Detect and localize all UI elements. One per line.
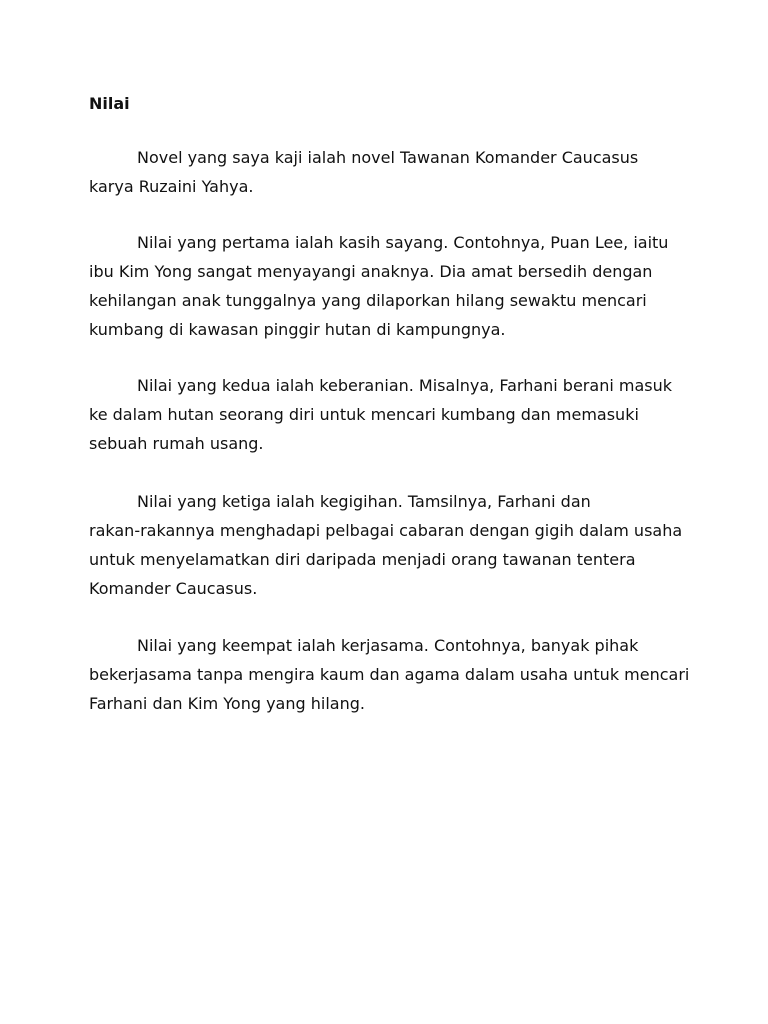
paragraph-1 xyxy=(89,148,709,206)
paragraph-line: Nilai yang ketiga ialah kegigihan. Tamsilnya, Farhani dan xyxy=(137,492,591,511)
paragraph-line: Nilai yang pertama ialah kasih sayang. Contohnya, Puan Lee, iaitu xyxy=(137,233,669,252)
paragraph-line: karya Ruzaini Yahya. xyxy=(89,177,254,196)
paragraph-line: untuk menyelamatkan diri daripada menjadi orang tawanan tentera xyxy=(89,550,636,569)
paragraph-line: Komander Caucasus. xyxy=(89,579,258,598)
paragraph-line: ke dalam hutan seorang diri untuk mencari kumbang dan memasuki xyxy=(89,405,639,424)
paragraph-line: bekerjasama tanpa mengira kaum dan agama dalam usaha untuk mencari xyxy=(89,665,690,684)
paragraph-3 xyxy=(89,376,709,463)
document-title: Nilai xyxy=(89,94,130,113)
paragraph-line: ibu Kim Yong sangat menyayangi anaknya. Dia amat bersedih dengan xyxy=(89,262,653,281)
paragraph-line: sebuah rumah usang. xyxy=(89,434,264,453)
paragraph-line: rakan-rakannya menghadapi pelbagai cabaran dengan gigih dalam usaha xyxy=(89,521,683,540)
paragraph-line: Novel yang saya kaji ialah novel Tawanan Komander Caucasus xyxy=(137,148,639,167)
paragraph-4 xyxy=(89,492,709,608)
paragraph-2 xyxy=(89,233,709,349)
paragraph-line: Nilai yang kedua ialah keberanian. Misalnya, Farhani berani masuk xyxy=(137,376,672,395)
paragraph-5 xyxy=(89,636,709,723)
paragraph-line: Farhani dan Kim Yong yang hilang. xyxy=(89,694,365,713)
paragraph-line: kehilangan anak tunggalnya yang dilaporkan hilang sewaktu mencari xyxy=(89,291,647,310)
paragraph-line: Nilai yang keempat ialah kerjasama. Contohnya, banyak pihak xyxy=(137,636,639,655)
paragraph-line: kumbang di kawasan pinggir hutan di kampungnya. xyxy=(89,320,506,339)
